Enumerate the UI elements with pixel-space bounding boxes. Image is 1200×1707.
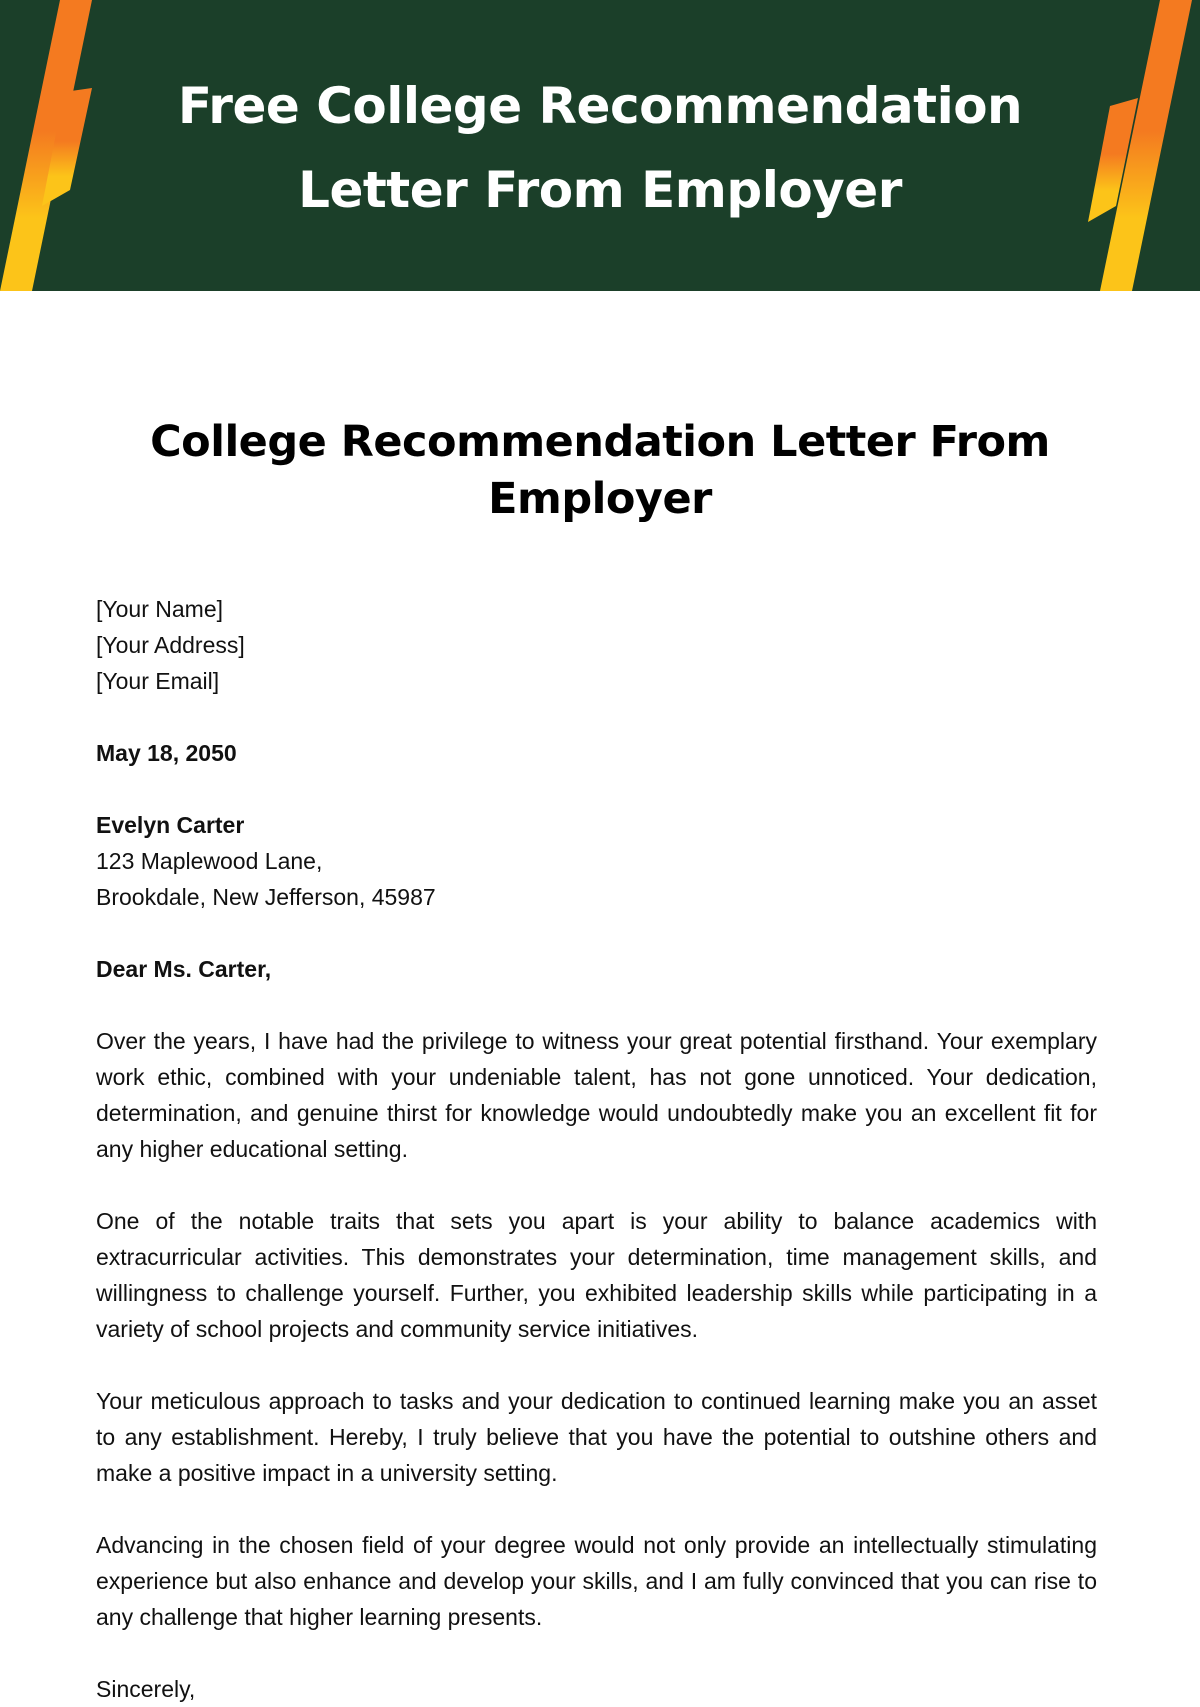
recipient-street: 123 Maplewood Lane, xyxy=(96,848,323,874)
letter-body xyxy=(96,591,1097,1707)
letter-date: May 18, 2050 xyxy=(96,740,237,766)
body-paragraph-4: Advancing in the chosen field of your degree would not only provide an intellectually stimulating experience but also enhance and develop your skills, and I am fully convinced that you can rise to any challenge that higher learning presents. xyxy=(96,1532,1097,1630)
recipient-city: Brookdale, New Jefferson, 45987 xyxy=(96,884,436,910)
banner-title xyxy=(0,64,1200,232)
sender-name: [Your Name] xyxy=(96,596,223,622)
body-paragraph-1: Over the years, I have had the privilege to witness your great potential firsthand. Your exemplary work ethic, combined with your undeniable talent, has not gone unnoticed. Your dedication, determination, and genuine thirst for knowledge would undoubtedly make you an excellent fit for any higher educational setting. xyxy=(96,1028,1097,1162)
document-title-line-2: Employer xyxy=(488,474,712,524)
banner-title-line-2: Letter From Employer xyxy=(298,161,902,219)
recipient-name: Evelyn Carter xyxy=(96,812,245,838)
closing: Sincerely, xyxy=(96,1676,196,1702)
document-title xyxy=(96,414,1104,528)
sender-address: [Your Address] xyxy=(96,632,245,658)
banner-title-line-1: Free College Recommendation xyxy=(177,77,1023,135)
sender-email: [Your Email] xyxy=(96,668,220,694)
salutation: Dear Ms. Carter, xyxy=(96,956,272,982)
document-title-line-1: College Recommendation Letter From xyxy=(150,417,1050,467)
body-paragraph-3: Your meticulous approach to tasks and your dedication to continued learning make you an asset to any establishment. Hereby, I truly believe that you have the potential to outshine others and make a positive impact in a university setting. xyxy=(96,1388,1097,1486)
header-banner xyxy=(0,0,1200,291)
body-paragraph-2: One of the notable traits that sets you apart is your ability to balance academics with extracurricular activities. This demonstrates your determination, time management skills, and willingness to challenge yourself. Further, you exhibited leadership skills while participating in a variety of school projects and community service initiatives. xyxy=(96,1208,1097,1342)
